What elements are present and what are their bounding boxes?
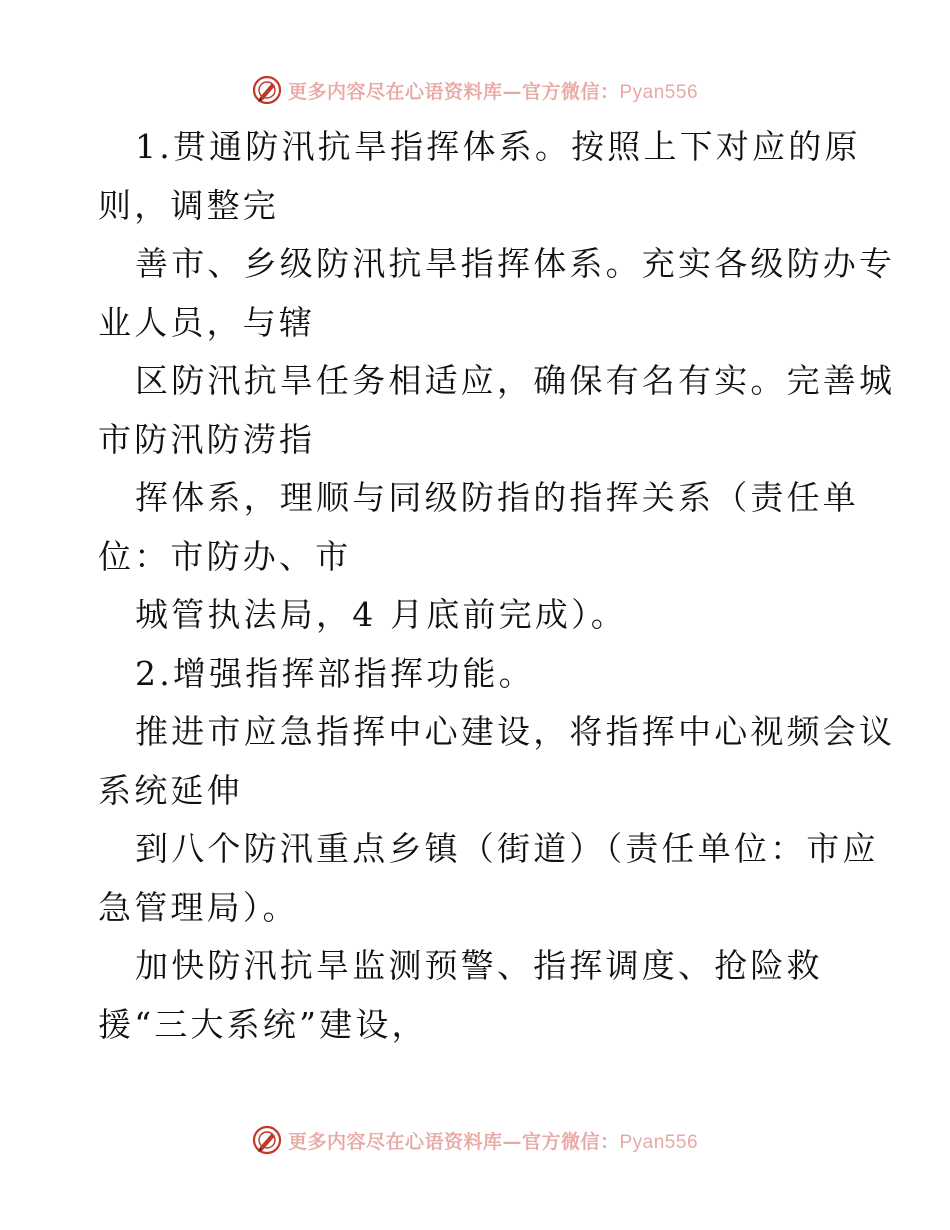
pen-logo-icon: [252, 1125, 282, 1155]
text-line: 推进市应急指挥中心建设，将指挥中心视频会议: [135, 712, 896, 751]
text-line: 1.贯通防汛抗旱指挥体系。按照上下对应的原: [135, 127, 861, 166]
watermark-contact: Pyan556: [619, 81, 699, 103]
text-line: 援“三大系统”建设，: [98, 1004, 428, 1044]
text-line: 系统延伸: [98, 770, 243, 810]
watermark-text: 更多内容尽在心语资料库—官方微信：Pyan556: [287, 80, 699, 103]
watermark-text: 更多内容尽在心语资料库—官方微信：Pyan556: [287, 1130, 699, 1153]
text-line: 善市、乡级防汛抗旱指挥体系。充实各级防办专: [135, 244, 896, 283]
text-line: 到八个防汛重点乡镇（街道）（责任单位：市应: [135, 829, 879, 868]
text-line: 挥体系，理顺与同级防指的指挥关系（责任单: [135, 478, 859, 517]
document-body: [98, 118, 896, 1054]
text-line: 加快防汛抗旱监测预警、指挥调度、抢险救: [135, 946, 823, 985]
text-line: 2.增强指挥部指挥功能。: [135, 653, 535, 693]
header-watermark: [0, 70, 950, 110]
footer-watermark: [0, 1120, 950, 1160]
text-line: 区防汛抗旱任务相适应，确保有名有实。完善城: [135, 361, 896, 400]
text-line: 市防汛防涝指: [98, 419, 316, 459]
watermark-contact: Pyan556: [619, 1131, 699, 1153]
text-line: 急管理局）。: [98, 887, 299, 927]
text-line: 业人员，与辖: [98, 302, 316, 342]
text-line: 城管执法局，4 月底前完成）。: [135, 595, 627, 634]
text-line: 则，调整完: [98, 185, 279, 225]
text-line: 位：市防办、市: [98, 536, 352, 576]
pen-logo-icon: [252, 75, 282, 105]
